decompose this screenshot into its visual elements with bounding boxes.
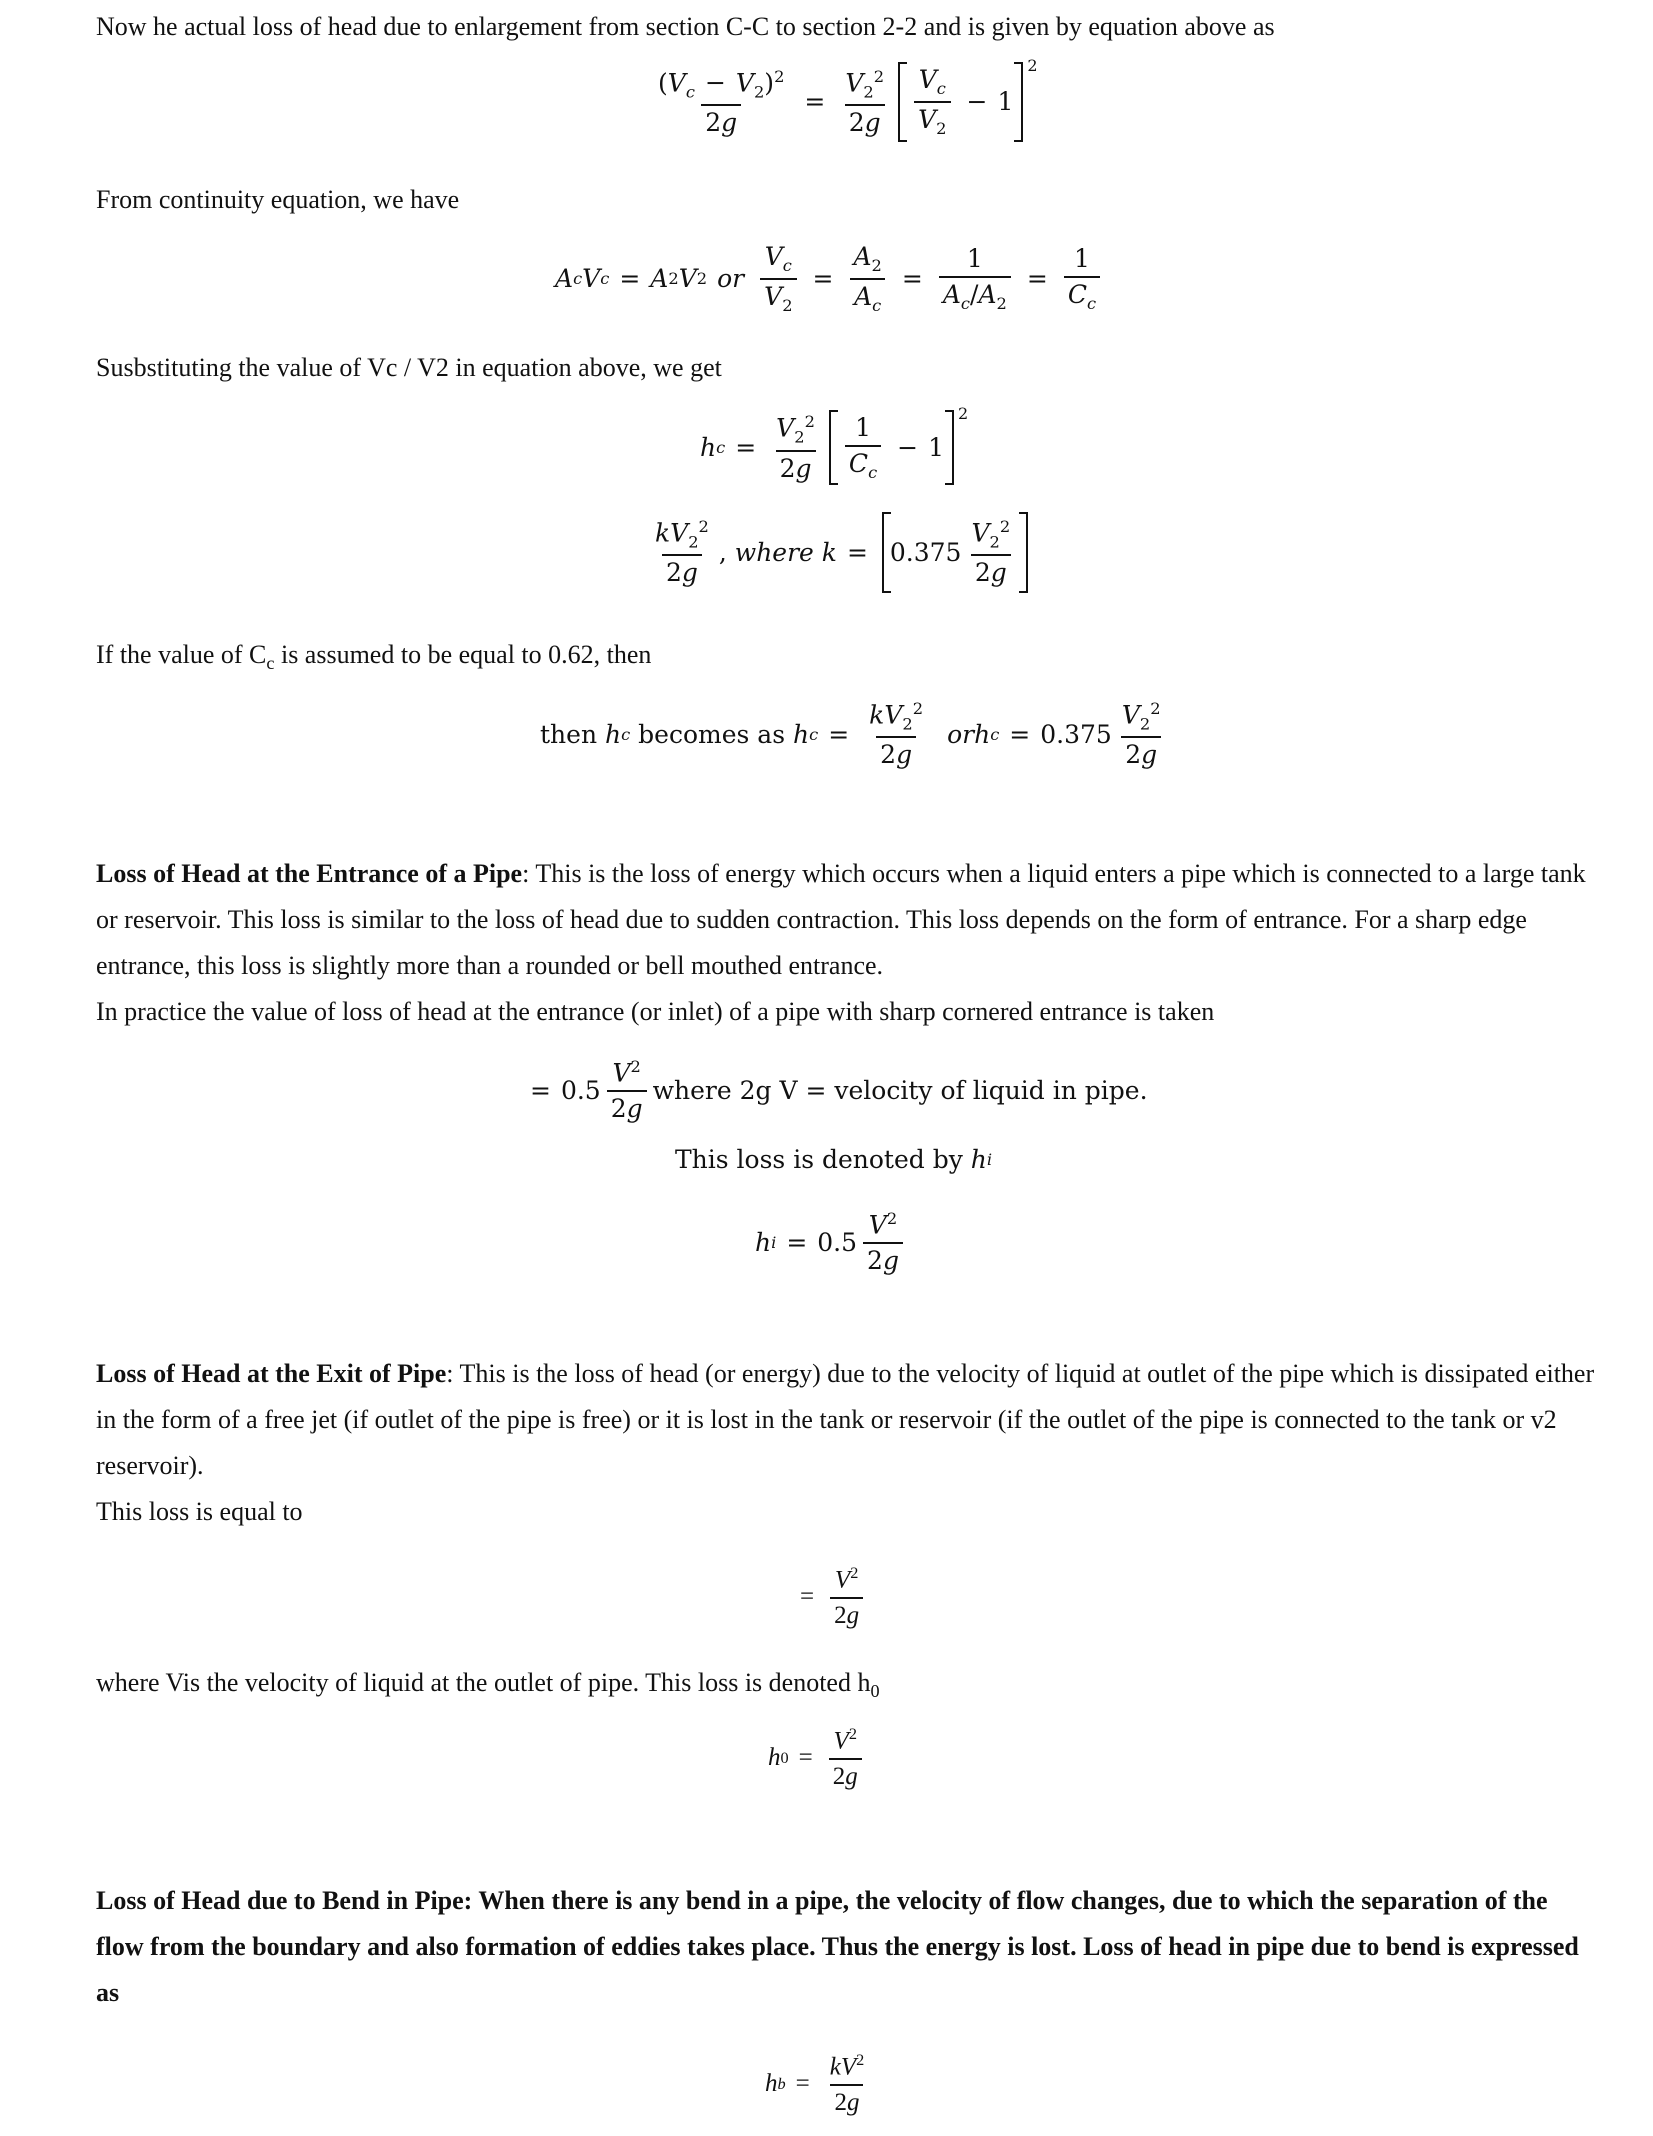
intro-line: Now he actual loss of head due to enlargement from section C-C to section 2-2 and is given by equation above as [96, 12, 1275, 41]
exit-loss-heading: Loss of Head at the Exit of Pipe [96, 1359, 447, 1388]
equation-k-definition: $\frac{kV_2^2}{2g}$ , where k = 0.375 $\frac{V_2^2}{2g}$ [645, 512, 1032, 593]
cc-assumption-line: If the value of $C_c$ is assumed to be equal to 0.62, then [96, 640, 652, 674]
equation-exit-loss: = $\frac{V^2}{2g}$ [790, 1565, 869, 1629]
equation-hi: h i = 0.5 $\frac{V^2}{2g}$ [755, 1210, 909, 1274]
exit-loss-where-line: where Vis the velocity of liquid at the outlet of pipe. This loss is denoted $h_0$ [96, 1668, 880, 1702]
equation-hb: h b = $\frac{kV^2}{2g}$ [765, 2051, 865, 2116]
entrance-loss-heading: Loss of Head at the Entrance of a Pipe [96, 859, 523, 888]
continuity-line: From continuity equation, we have [96, 185, 460, 214]
equation-entrance-loss: = 0.5 $\frac{V^2}{2g}$ where 2g V = velocity of liquid in pipe. [530, 1057, 1148, 1123]
entrance-loss-paragraph: Loss of Head at the Entrance of a Pipe: This is the loss of energy which occurs when a liquid enters a pipe which is connected to a large tank or reservoir. This loss is similar to the loss of head due to sudden contraction. This loss depends on the form of entrance. For a sharp edge entrance, this loss is slightly more than a rounded or bell mouthed entrance. In practice the value of loss of head at the entrance (or inlet) of a pipe with sharp cornered entrance is taken [96, 859, 1586, 1026]
equation-hc: h c = $\frac{V_2^2}{2g}$ $\frac{1}{C_c}$ − 1 2 [700, 410, 968, 485]
equation-h0: h 0 = $\frac{V^2}{2g}$ [768, 1726, 868, 1790]
equation-continuity: A c V c = A 2 V 2 or $\frac{V_c}{V_2}$ = $\frac{A_2}{A_c}$ = $\frac{1}{A_c/A_2}$ = $\frac{1}{C_c}$ [555, 243, 1106, 315]
equation-hc-result: then h c becomes as h c = $\frac{kV_2^2}{2g}$ or h c = 0.375 $\frac{V_2^2}{2g}$ [540, 699, 1161, 770]
exit-loss-paragraph: Loss of Head at the Exit of Pipe: This is the loss of head (or energy) due to the velocity of liquid at outlet of the pipe which is dissipated either in the form of a free jet (if outlet of the pipe is free) or it is lost in the tank or reservoir (if the outlet of the pipe is connected to the tank or v2 reservoir). This loss is equal to [96, 1359, 1595, 1526]
substitution-line: Susbstituting the value of Vc / V2 in equation above, we get [96, 353, 722, 382]
equation-enlargement-loss: $\frac{(V_c - V_2)^2}{2g}$ = $\frac{V_2^2}{2g}$ $\frac{V_c}{V_2}$ − 1 2 [648, 62, 1038, 142]
entrance-loss-denoted: This loss is denoted by h i [675, 1145, 993, 1174]
bend-loss-paragraph: Loss of Head due to Bend in Pipe: When there is any bend in a pipe, the velocity of flow changes, due to which the separation of the flow from the boundary and also formation of eddies takes place. Thus the energy is lost. Loss of head in pipe due to bend is expressed as [96, 1886, 1579, 2007]
